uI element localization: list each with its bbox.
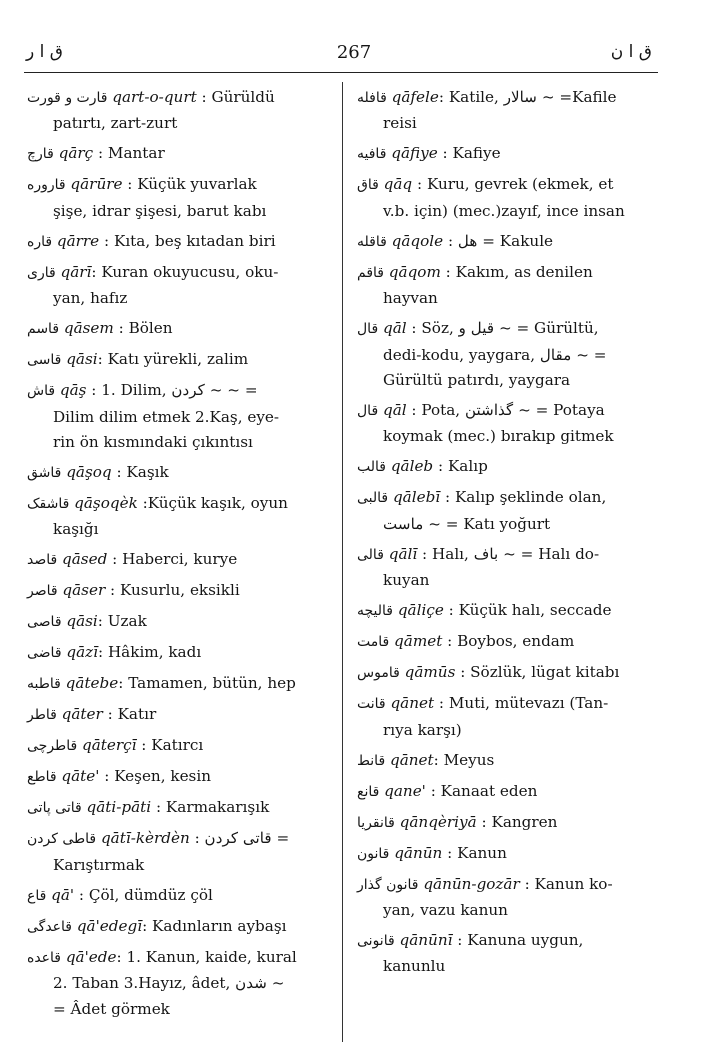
separator: :: [442, 843, 458, 862]
transliteration: qārre: [56, 231, 100, 250]
definition-continuation: Karıştırmak: [53, 855, 145, 874]
persian-headword: قاطع: [27, 769, 57, 786]
persian-headword: قانونی: [357, 933, 395, 950]
dictionary-entry: [357, 841, 657, 867]
persian-headword: قالی: [357, 546, 384, 563]
definition-line: Meyus: [443, 750, 495, 769]
transliteration: qālī: [388, 544, 418, 563]
transliteration: qānūn: [394, 843, 443, 862]
dictionary-entry: [27, 578, 337, 604]
column-divider: [342, 82, 343, 1042]
definition-continuation: kanunlu: [383, 957, 446, 976]
dictionary-entry: [27, 141, 337, 167]
persian-headword: قاصد: [27, 552, 58, 569]
persian-headword: قارورە: [27, 177, 66, 194]
separator: :: [93, 144, 108, 163]
persian-headword: قاع: [27, 887, 47, 904]
definition-line: Kuran okuyucusu, oku-: [101, 262, 279, 281]
definition-line: 1. Dilim, کردن ~ ~ =: [101, 381, 258, 400]
dictionary-entry: [27, 795, 337, 821]
right-column: [357, 85, 657, 984]
transliteration: qāqole: [391, 231, 444, 250]
dictionary-entry: [27, 491, 337, 543]
definition-continuation: Dilim dilim etmek 2.Kaş, eye-: [53, 407, 280, 426]
transliteration: qānet: [389, 750, 434, 769]
persian-headword: قاصی: [27, 614, 62, 631]
definition-continuation: yan, vazu kanun: [383, 901, 508, 920]
transliteration: qānūn-gozār: [423, 874, 520, 893]
definition-continuation: kaşığı: [53, 520, 99, 539]
definition-continuation: = Âdet görmek: [53, 999, 170, 1018]
dictionary-entry: [27, 914, 337, 940]
definition-continuation: reisi: [383, 114, 417, 133]
persian-headword: قانع: [357, 783, 380, 800]
definition-line: Mantar: [107, 144, 165, 163]
persian-headword: قال: [357, 403, 379, 420]
header-rule: [24, 72, 658, 73]
definition-line: Kanun: [457, 843, 507, 862]
separator: :: [406, 319, 422, 338]
dictionary-entry: [357, 598, 657, 624]
dictionary-entry: [27, 640, 337, 666]
persian-headword: قانت: [357, 696, 386, 713]
transliteration: qārūre: [70, 175, 123, 194]
definition-line: Kangren: [491, 812, 558, 831]
dictionary-entry: [27, 883, 337, 909]
definition-continuation: kuyan: [383, 571, 430, 590]
persian-headword: قانقریا: [357, 814, 395, 831]
persian-headword: قاعدگی: [27, 918, 72, 935]
persian-headword: قافیە: [357, 146, 387, 163]
separator: :: [433, 457, 448, 476]
transliteration: qāl: [382, 401, 407, 420]
definition-line: Hâkim, kadı: [107, 643, 202, 662]
definition-line: Karmakarışık: [165, 798, 270, 817]
definition-line: Muti, mütevazı (Tan-: [448, 694, 609, 713]
transliteration: qārī: [60, 262, 92, 281]
definition-line: Küçük halı, seccade: [458, 601, 612, 620]
definition-line: Kadınların aybaşı: [152, 916, 287, 935]
transliteration: qānet: [390, 694, 435, 713]
transliteration: qātebe: [65, 674, 119, 693]
definition-line: Haberci, kurye: [122, 550, 238, 569]
transliteration: qāşoq: [66, 463, 112, 482]
definition-continuation: rıya karşı): [383, 720, 462, 739]
separator: :: [111, 463, 127, 482]
dictionary-entry: [357, 485, 657, 537]
dictionary-entry: [357, 779, 657, 805]
definition-line: Kalıp şeklinde olan,: [454, 488, 607, 507]
transliteration: qāş: [59, 381, 87, 400]
persian-headword: قاسم: [27, 321, 60, 338]
dictionary-entry: [357, 260, 657, 312]
dictionary-entry: [27, 826, 337, 878]
dictionary-entry: [357, 660, 657, 686]
dictionary-entry: [357, 316, 657, 393]
transliteration: qāsi: [66, 612, 98, 631]
separator: :: [118, 674, 129, 693]
separator: :: [196, 88, 212, 106]
transliteration: qānqèriyā: [399, 812, 477, 831]
transliteration: qāliçe: [397, 601, 444, 620]
left-column: [27, 85, 337, 1027]
definition-line: Kaşık: [126, 463, 169, 482]
separator: :: [97, 612, 108, 631]
definition-line: Kakım, as denilen: [455, 262, 593, 281]
definition-line: Kafiye: [452, 144, 501, 163]
separator: :: [406, 401, 422, 420]
separator: :: [417, 544, 433, 563]
definition-line: هل = Kakule: [457, 231, 554, 250]
persian-headword: قاطی کردن: [27, 831, 97, 848]
definition-line: Küçük yuvarlak: [137, 175, 257, 194]
transliteration: qā': [51, 885, 75, 904]
definition-line: Sözlük, lügat kitabı: [470, 663, 620, 682]
header-letters-left: ق ا ر: [26, 42, 63, 62]
dictionary-entry: [357, 229, 657, 255]
persian-headword: قامت: [357, 634, 390, 651]
definition-continuation: Gürültü patırdı, yaygara: [383, 371, 571, 390]
persian-headword: قالب: [357, 459, 386, 476]
dictionary-entry: [27, 260, 337, 312]
persian-headword: قالبی: [357, 490, 389, 507]
definition-continuation: rin ön kısmındaki çıkıntısı: [53, 433, 253, 452]
transliteration: qāterçī: [81, 736, 137, 755]
dictionary-entry: [27, 85, 337, 137]
definition-line: Halı, باف ~ = Halı do-: [432, 544, 600, 563]
persian-headword: قانط: [357, 752, 386, 769]
definition-line: Pota, گذاشتن ~ = Potaya: [421, 401, 605, 420]
transliteration: qārç: [58, 144, 94, 163]
persian-headword: قاعدە: [27, 949, 61, 966]
separator: :: [116, 947, 127, 966]
transliteration: qāq: [383, 175, 413, 194]
definition-line: Katırcı: [151, 736, 204, 755]
separator: :: [97, 350, 108, 369]
persian-headword: قاتی پاتی: [27, 800, 82, 817]
dictionary-entry: [27, 945, 337, 1022]
definition-line: 1. Kanun, kaide, kural: [126, 947, 297, 966]
transliteration: qāşoqèk: [74, 494, 138, 513]
persian-headword: قاقم: [357, 264, 384, 281]
definition-line: Keşen, kesin: [114, 767, 211, 786]
separator: :: [440, 262, 456, 281]
dictionary-entry: [357, 691, 657, 743]
separator: :: [105, 581, 121, 600]
dictionary-entry: [27, 609, 337, 635]
separator: :: [136, 736, 152, 755]
persian-headword: قالیچە: [357, 603, 393, 620]
transliteration: qā'edegī: [76, 916, 143, 935]
transliteration: qāfele: [391, 88, 439, 106]
definition-line: Kanaat eden: [440, 781, 538, 800]
page-number: 267: [336, 42, 372, 63]
transliteration: qāfiye: [391, 144, 438, 163]
separator: :: [99, 767, 115, 786]
transliteration: qāmūs: [404, 663, 456, 682]
persian-headword: قاموس: [357, 665, 400, 682]
transliteration: qāsed: [62, 550, 108, 569]
persian-headword: قاش: [27, 383, 56, 400]
transliteration: qānūnī: [399, 931, 453, 950]
dictionary-entry: [27, 702, 337, 728]
dictionary-entry: [27, 547, 337, 573]
dictionary-entry: [357, 810, 657, 836]
definition-continuation: yan, hafız: [53, 289, 128, 308]
separator: :: [97, 643, 108, 662]
definition-line: Katır: [117, 705, 157, 724]
persian-headword: قارت و قورت: [27, 90, 108, 106]
separator: :: [74, 885, 89, 904]
dictionary-entry: [357, 85, 657, 137]
separator: :: [476, 812, 492, 831]
definition-line: Küçük kaşık, oyun: [147, 494, 288, 513]
persian-headword: قاصر: [27, 583, 58, 600]
definition-continuation: ماست ~ = Katı yoğurt: [383, 514, 551, 533]
dictionary-entry: [357, 172, 657, 224]
separator: :: [142, 916, 153, 935]
dictionary-entry: [357, 928, 657, 980]
separator: :: [438, 88, 449, 106]
definition-continuation: koymak (mec.) bırakıp gitmek: [383, 427, 614, 446]
dictionary-entry: [357, 398, 657, 450]
transliteration: qāqom: [388, 262, 441, 281]
definition-line: Uzak: [107, 612, 147, 631]
dictionary-entry: [27, 172, 337, 224]
separator: :: [189, 829, 205, 848]
dictionary-entry: [357, 542, 657, 594]
transliteration: qālebī: [392, 488, 441, 507]
transliteration: qāsi: [66, 350, 98, 369]
persian-headword: قاسی: [27, 352, 62, 369]
separator: :: [107, 550, 123, 569]
dictionary-entry: [357, 872, 657, 924]
separator: :: [455, 663, 471, 682]
definition-line: Gürüldü: [211, 88, 275, 106]
definition-line: Katile, سالار ~ =Kafile: [448, 88, 617, 106]
persian-headword: قاطرچی: [27, 738, 78, 755]
dictionary-entry: [27, 316, 337, 342]
separator: :: [443, 231, 458, 250]
separator: :: [425, 781, 441, 800]
definition-line: Kanun ko-: [534, 874, 613, 893]
separator: :: [519, 874, 535, 893]
persian-headword: قاشق: [27, 465, 62, 482]
persian-headword: قانون گذار: [357, 876, 419, 893]
transliteration: qāti-pāti: [86, 798, 152, 817]
separator: :: [99, 231, 114, 250]
transliteration: qāte': [61, 767, 100, 786]
dictionary-entry: [27, 764, 337, 790]
transliteration: qane': [384, 781, 426, 800]
dictionary-entry: [27, 347, 337, 373]
definition-continuation: patırtı, zart-zurt: [53, 114, 178, 133]
definition-line: Söz, قیل و ~ = Gürültü,: [421, 319, 599, 338]
transliteration: qāl: [382, 319, 407, 338]
transliteration: qāser: [62, 581, 106, 600]
transliteration: qāsem: [63, 319, 114, 338]
persian-headword: قاق: [357, 177, 379, 194]
transliteration: qātī-kèrdèn: [100, 829, 190, 848]
definition-line: Kanuna uygun,: [467, 931, 584, 950]
definition-line: Bölen: [128, 319, 173, 338]
dictionary-entry: [357, 454, 657, 480]
dictionary-entry: [357, 748, 657, 774]
separator: :: [434, 694, 449, 713]
persian-headword: قافلە: [357, 90, 387, 106]
dictionary-entry: [357, 141, 657, 167]
page-header: [0, 42, 708, 70]
separator: :: [437, 144, 453, 163]
definition-continuation: v.b. için) (mec.)zayıf, ince insan: [383, 201, 625, 220]
persian-headword: قاشقک: [27, 496, 70, 513]
separator: :: [433, 750, 444, 769]
dictionary-entry: [27, 229, 337, 255]
separator: :: [91, 262, 102, 281]
persian-headword: قارە: [27, 233, 53, 250]
separator: :: [452, 931, 468, 950]
definition-line: Kuru, gevrek (ekmek, et: [426, 175, 614, 194]
separator: :: [151, 798, 166, 817]
separator: :: [113, 319, 129, 338]
transliteration: qāter: [61, 705, 103, 724]
separator: :: [440, 488, 455, 507]
separator: :: [442, 632, 458, 651]
dictionary-entry: [27, 378, 337, 455]
definition-line: Kusurlu, eksikli: [120, 581, 240, 600]
separator: :: [137, 494, 148, 513]
definition-continuation: hayvan: [383, 289, 438, 308]
dictionary-entry: [357, 629, 657, 655]
dictionary-entry: [27, 460, 337, 486]
definition-line: Tamamen, bütün, hep: [128, 674, 296, 693]
definition-line: Kıta, beş kıtadan biri: [113, 231, 276, 250]
persian-headword: قاری: [27, 264, 56, 281]
separator: :: [443, 601, 459, 620]
definition-line: Boybos, endam: [457, 632, 575, 651]
definition-line: Kalıp: [447, 457, 488, 476]
transliteration: qāzī: [66, 643, 98, 662]
definition-line: Katı yürekli, zalim: [107, 350, 249, 369]
separator: :: [102, 705, 118, 724]
definition-line: Çöl, dümdüz çöl: [88, 885, 213, 904]
persian-headword: قال: [357, 321, 379, 338]
definition-continuation: dedi-kodu, yaygara, مقال ~ =: [383, 345, 607, 364]
transliteration: qāmet: [394, 632, 443, 651]
persian-headword: قانون: [357, 845, 390, 862]
transliteration: qāleb: [390, 457, 434, 476]
transliteration: qart-o-qurt: [112, 88, 197, 106]
definition-continuation: 2. Taban 3.Hayız, âdet, شدن ~: [53, 974, 285, 993]
persian-headword: قاطر: [27, 707, 57, 724]
header-letters-right: ق ا ن: [610, 42, 652, 62]
persian-headword: قارچ: [27, 146, 54, 163]
definition-line: قاتی کردن =: [204, 829, 290, 848]
dictionary-entry: [27, 671, 337, 697]
transliteration: qā'ede: [65, 947, 117, 966]
separator: :: [86, 381, 102, 400]
separator: :: [412, 175, 427, 194]
persian-headword: قاقلە: [357, 233, 387, 250]
definition-continuation: şişe, idrar şişesi, barut kabı: [53, 201, 267, 220]
persian-headword: قاطبە: [27, 676, 61, 693]
separator: :: [122, 175, 138, 194]
dictionary-entry: [27, 733, 337, 759]
persian-headword: قاضی: [27, 645, 62, 662]
